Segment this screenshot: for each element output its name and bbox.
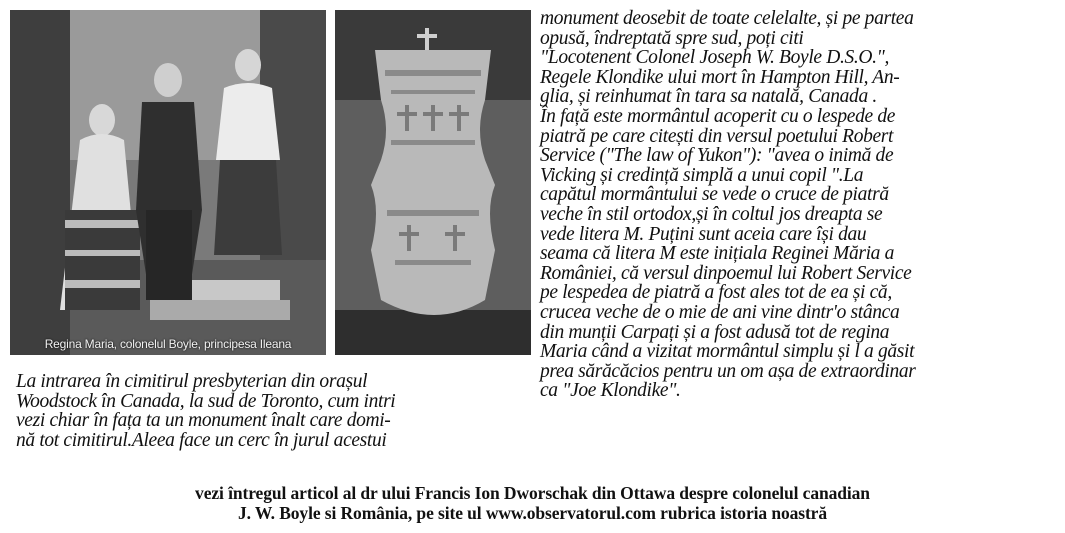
stone-cross-illustration: [335, 10, 531, 355]
text-line: vezi chiar în fața ta un monument înalt care domi-: [16, 410, 391, 432]
text-line: opusă, îndreptată spre sud, poți citi: [540, 27, 804, 49]
text-line: Woodstock în Canada, la sud de Toronto, cum intri: [16, 390, 396, 412]
text-line: monument deosebit de toate celelalte, și pe partea: [540, 8, 914, 29]
text-line: seama că litera M este inițiala Reginei Măria a: [540, 243, 894, 265]
text-line: Maria când a vizitat mormântul simplu și l a găsit: [540, 341, 915, 363]
text-line: României, că versul dinpoemul lui Robert Service: [540, 262, 912, 284]
stone-cross-photo: [335, 10, 531, 355]
footer-line-1: vezi întregul articol al dr ului Francis Ion Dworschak din Ottawa despre colonelul canadian: [195, 483, 870, 503]
photo-illustration: [10, 10, 326, 355]
text-line: nă tot cimitirul.Aleea face un cerc în jurul acestui: [16, 429, 387, 451]
text-line: glia, și reinhumat în tara sa natală, Canada .: [540, 86, 877, 108]
article-continued-text: [540, 9, 916, 401]
article-intro-text: [16, 372, 395, 450]
text-line: Regele Klondike ului mort în Hampton Hill, An-: [540, 66, 900, 88]
photo-caption: Regina Maria, colonelul Boyle, principesa Ileana: [44, 337, 292, 351]
text-line: În față este mormântul acoperit cu o lespede de: [540, 105, 896, 127]
text-line: La intrarea în cimitirul presbyterian din orașul: [16, 371, 368, 392]
text-line: din munții Carpați și a fost adusă tot de regina: [540, 321, 890, 343]
text-line: crucea veche de o mie de ani vine dintr'o stânca: [540, 301, 900, 323]
footer-line-2: J. W. Boyle si România, pe site ul www.observatorul.com rubrica istoria noastră: [237, 503, 828, 523]
text-line: "Locotenent Colonel Joseph W. Boyle D.S.O.",: [540, 47, 890, 69]
text-line: ca "Joe Klondike".: [540, 380, 681, 402]
text-line: prea sărăcăcios pentru un om așa de extraordinar: [540, 360, 916, 382]
text-line: veche în stil ortodox,și în coltul jos dreapta se: [540, 203, 883, 225]
text-line: Vicking și credință simplă a unui copil ".La: [540, 164, 864, 186]
text-line: capătul mormântului se vede o cruce de piatră: [540, 184, 889, 206]
text-line: pe lespedea de piatră a fost ales tot de ea și că,: [540, 282, 892, 304]
text-line: piatră pe care citești din versul poetului Robert: [540, 125, 894, 147]
historical-photo-people: [10, 10, 326, 355]
text-line: vede litera M. Puțini sunt aceia care își dau: [540, 223, 867, 245]
text-line: Service ("The law of Yukon"): "avea o inimă de: [540, 145, 894, 167]
